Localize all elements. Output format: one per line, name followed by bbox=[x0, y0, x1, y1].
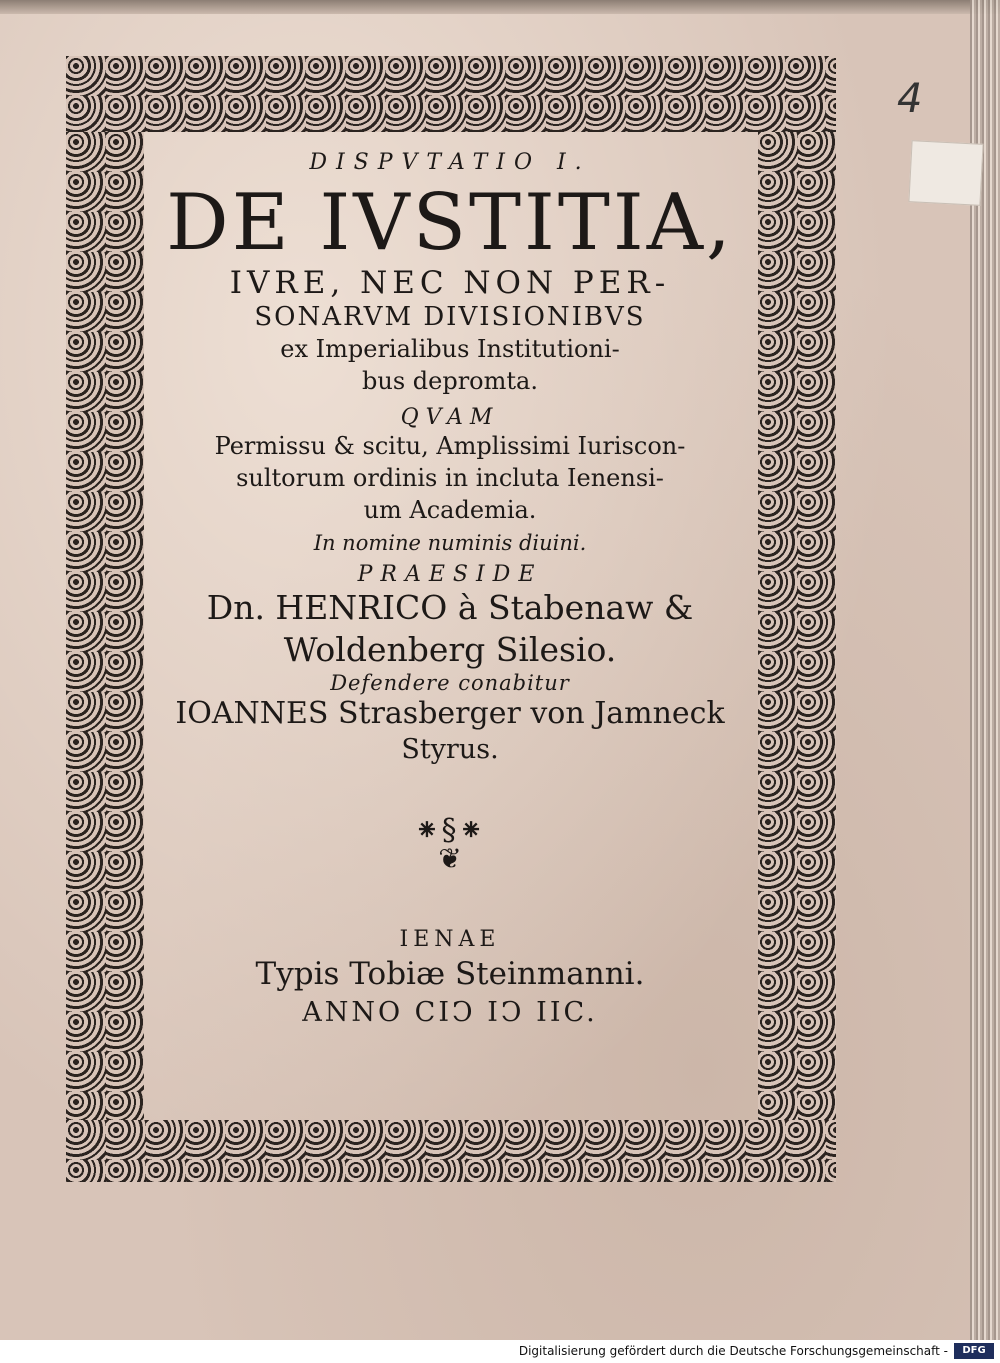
paper-tab-slip bbox=[908, 140, 983, 206]
dfg-logo: DFG bbox=[954, 1343, 994, 1359]
subtitle-line: IVRE, NEC NON PER- bbox=[229, 265, 671, 301]
imprint-year: ANNO CIↃ IↃ IIC. bbox=[302, 997, 598, 1028]
quam-label: QVAM bbox=[400, 405, 500, 430]
praeside-label: PRAESIDE bbox=[357, 562, 543, 587]
praeses-origin: Woldenberg Silesio. bbox=[283, 630, 617, 669]
subtitle-line: bus depromta. bbox=[362, 367, 538, 395]
permission-line: sultorum ordinis in incluta Ienensi- bbox=[236, 464, 664, 492]
funding-credit: Digitalisierung gefördert durch die Deutsche Forschungsgemeinschaft - bbox=[518, 1344, 948, 1358]
subtitle-line: SONARVM DIVISIONIBVS bbox=[254, 302, 646, 332]
subtitle-line: ex Imperialibus Institutioni- bbox=[280, 335, 620, 363]
digitization-footer bbox=[0, 1340, 1000, 1363]
praeses-name: Dn. HENRICO à Stabenaw & bbox=[206, 588, 694, 627]
main-title: DE IVSTITIA, bbox=[166, 178, 734, 268]
permission-line: Permissu & scitu, Amplissimi Iuriscon- bbox=[214, 432, 686, 460]
invocation: In nomine numinis diuini. bbox=[313, 531, 587, 555]
permission-line: um Academia. bbox=[363, 496, 537, 524]
respondent-origin: Styrus. bbox=[401, 734, 499, 765]
ornament-border-right bbox=[758, 132, 836, 1120]
respondent-name: IOANNES Strasberger von Jamneck bbox=[175, 696, 725, 731]
imprint-printer: Typis Tobiæ Steinmanni. bbox=[255, 956, 645, 992]
defender-label: Defendere conabitur bbox=[330, 671, 570, 695]
fleuron-ornament-icon: ❦ bbox=[438, 842, 462, 875]
title-page-text bbox=[150, 140, 750, 1030]
page-top-edge bbox=[0, 0, 1000, 14]
ornament-border-bottom bbox=[66, 1120, 836, 1182]
imprint-place: IENAE bbox=[399, 927, 501, 952]
ornament-border-left bbox=[66, 132, 144, 1120]
ornament-border-top bbox=[66, 56, 836, 132]
disputation-heading: DISPVTATIO I. bbox=[309, 150, 591, 175]
vignette-ornament-icon: ⁕§⁕ bbox=[414, 813, 486, 848]
manuscript-page-number: 4 bbox=[897, 76, 923, 122]
